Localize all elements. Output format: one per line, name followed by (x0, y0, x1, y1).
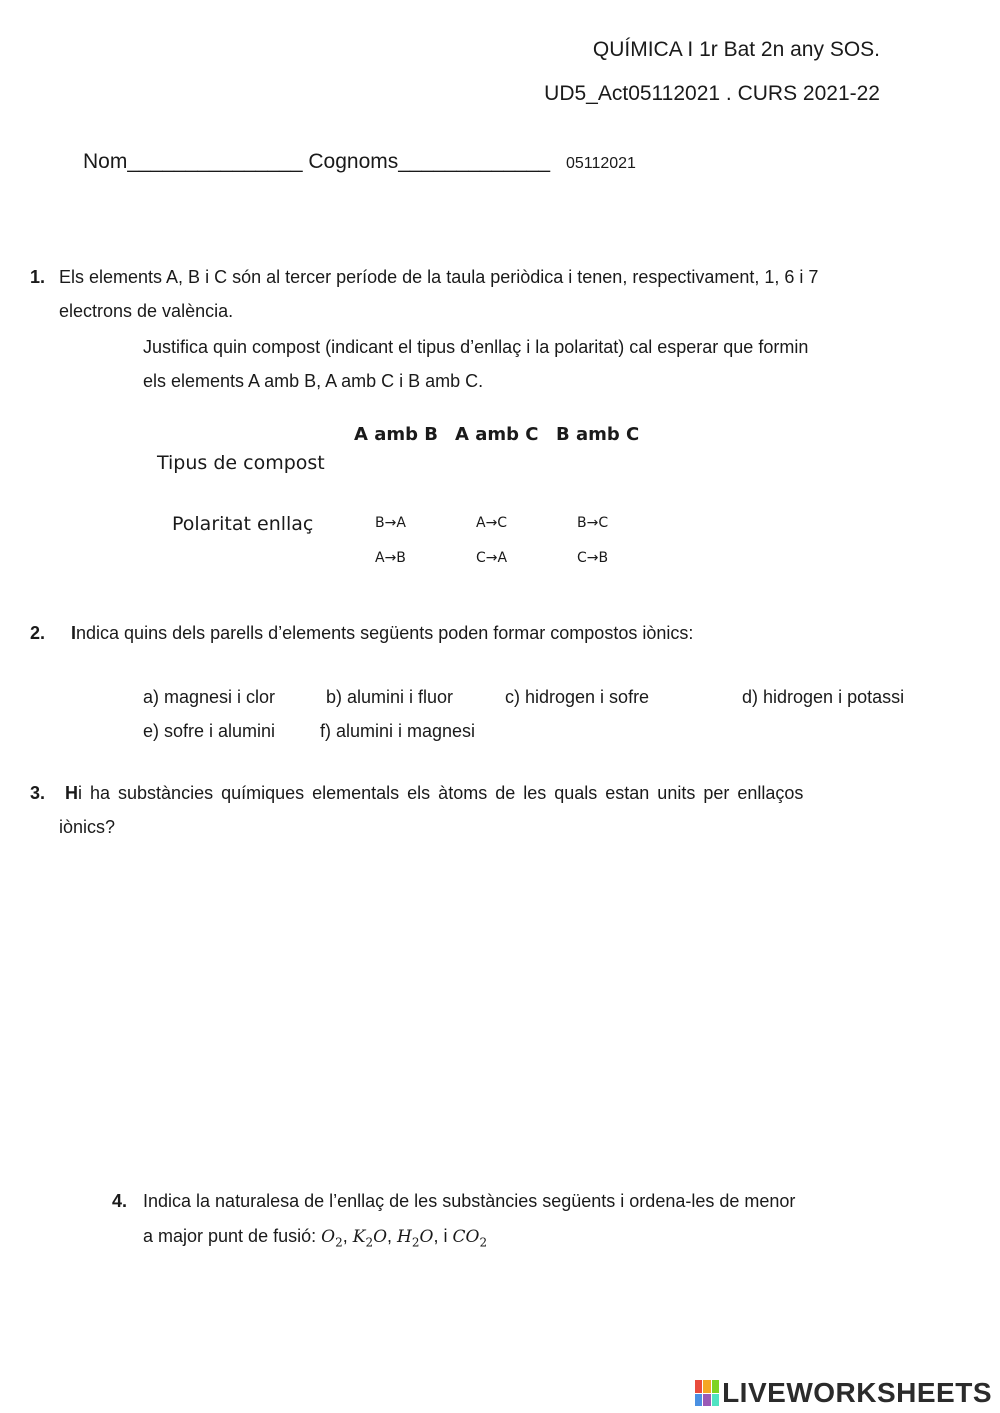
q1-text-line1: Els elements A, B i C són al tercer període de la taula periòdica i tenen, respectivament, 1, 6 i 7 (59, 267, 819, 287)
student-name-line (83, 150, 636, 174)
q2-option-a[interactable]: a) magnesi i clor (143, 687, 276, 707)
formula-k2o: $K_2O$ (352, 1227, 388, 1250)
q2-option-f[interactable]: f) alumini i magnesi (320, 721, 476, 741)
q2-first-letter: I (71, 623, 77, 643)
col-a-amb-b: A amb B (354, 424, 438, 445)
liveworksheets-logo[interactable] (695, 1377, 992, 1409)
option-a-to-c[interactable]: A→C (476, 515, 508, 531)
cognoms-field[interactable]: Cognoms_____________ (308, 150, 551, 173)
option-a-to-b[interactable]: A→B (375, 550, 406, 566)
q3-text-rest: i ha substàncies químiques elementals els àtoms de les quals estan units per enllaços (78, 783, 804, 803)
q4-text-line2: a major punt de fusió: $O_2$, $K_2O$, $H_2O$, i $CO_2$ (143, 1226, 488, 1250)
q2-option-c[interactable]: c) hidrogen i sofre (505, 687, 650, 707)
col-b-amb-c: B amb C (556, 424, 640, 445)
nom-field[interactable]: Nom_______________ (83, 150, 303, 173)
q2-option-b[interactable]: b) alumini i fluor (326, 687, 454, 707)
q1-sub-line2: els elements A amb B, A amb C i B amb C. (143, 371, 484, 391)
option-c-to-a[interactable]: C→A (476, 550, 508, 566)
option-b-to-a[interactable]: B→A (375, 515, 406, 531)
student-code: 05112021 (565, 155, 636, 172)
option-c-to-b[interactable]: C→B (577, 550, 609, 566)
q2-text (71, 623, 693, 644)
formula-o2: $O_2$ (321, 1227, 343, 1250)
formula-co2: $CO_2$ (452, 1227, 488, 1250)
q3-text-line1 (65, 783, 803, 804)
q3-text-line2: iònics? (59, 817, 116, 837)
logo-text: LIVEWORKSHEETS (722, 1377, 992, 1408)
q3-first-letter: H (65, 783, 78, 803)
q1-number: 1. (30, 267, 46, 287)
q4-text-line1: Indica la naturalesa de l’enllaç de les substàncies següents i ordena-les de menor (143, 1191, 796, 1211)
q2-number: 2. (30, 623, 46, 643)
q4-prefix: a major punt de fusió: (143, 1226, 317, 1246)
q1-sub-line1: Justifica quin compost (indicant el tipus d’enllaç i la polaritat) cal esperar que formin (143, 337, 809, 357)
q2-option-d[interactable]: d) hidrogen i potassi (742, 687, 905, 707)
q4-number: 4. (112, 1191, 128, 1211)
q3-number: 3. (30, 783, 46, 803)
logo-mark-icon (695, 1380, 719, 1406)
col-a-amb-c: A amb C (455, 424, 539, 445)
row-tipus-compost: Tipus de compost (157, 452, 325, 474)
q2-text-rest: ndica quins dels parells d’elements següents poden formar compostos iònics: (76, 623, 694, 643)
formula-h2o: $H_2O$ (397, 1227, 434, 1250)
q1-text-line2: electrons de valència. (59, 301, 234, 321)
row-polaritat-enllac: Polaritat enllaç (172, 513, 314, 535)
header-subtitle: UD5_Act05112021 . CURS 2021-22 (544, 82, 880, 105)
q2-option-e[interactable]: e) sofre i alumini (143, 721, 276, 741)
option-b-to-c[interactable]: B→C (577, 515, 609, 531)
header-title: QUÍMICA I 1r Bat 2n any SOS. (592, 38, 880, 61)
